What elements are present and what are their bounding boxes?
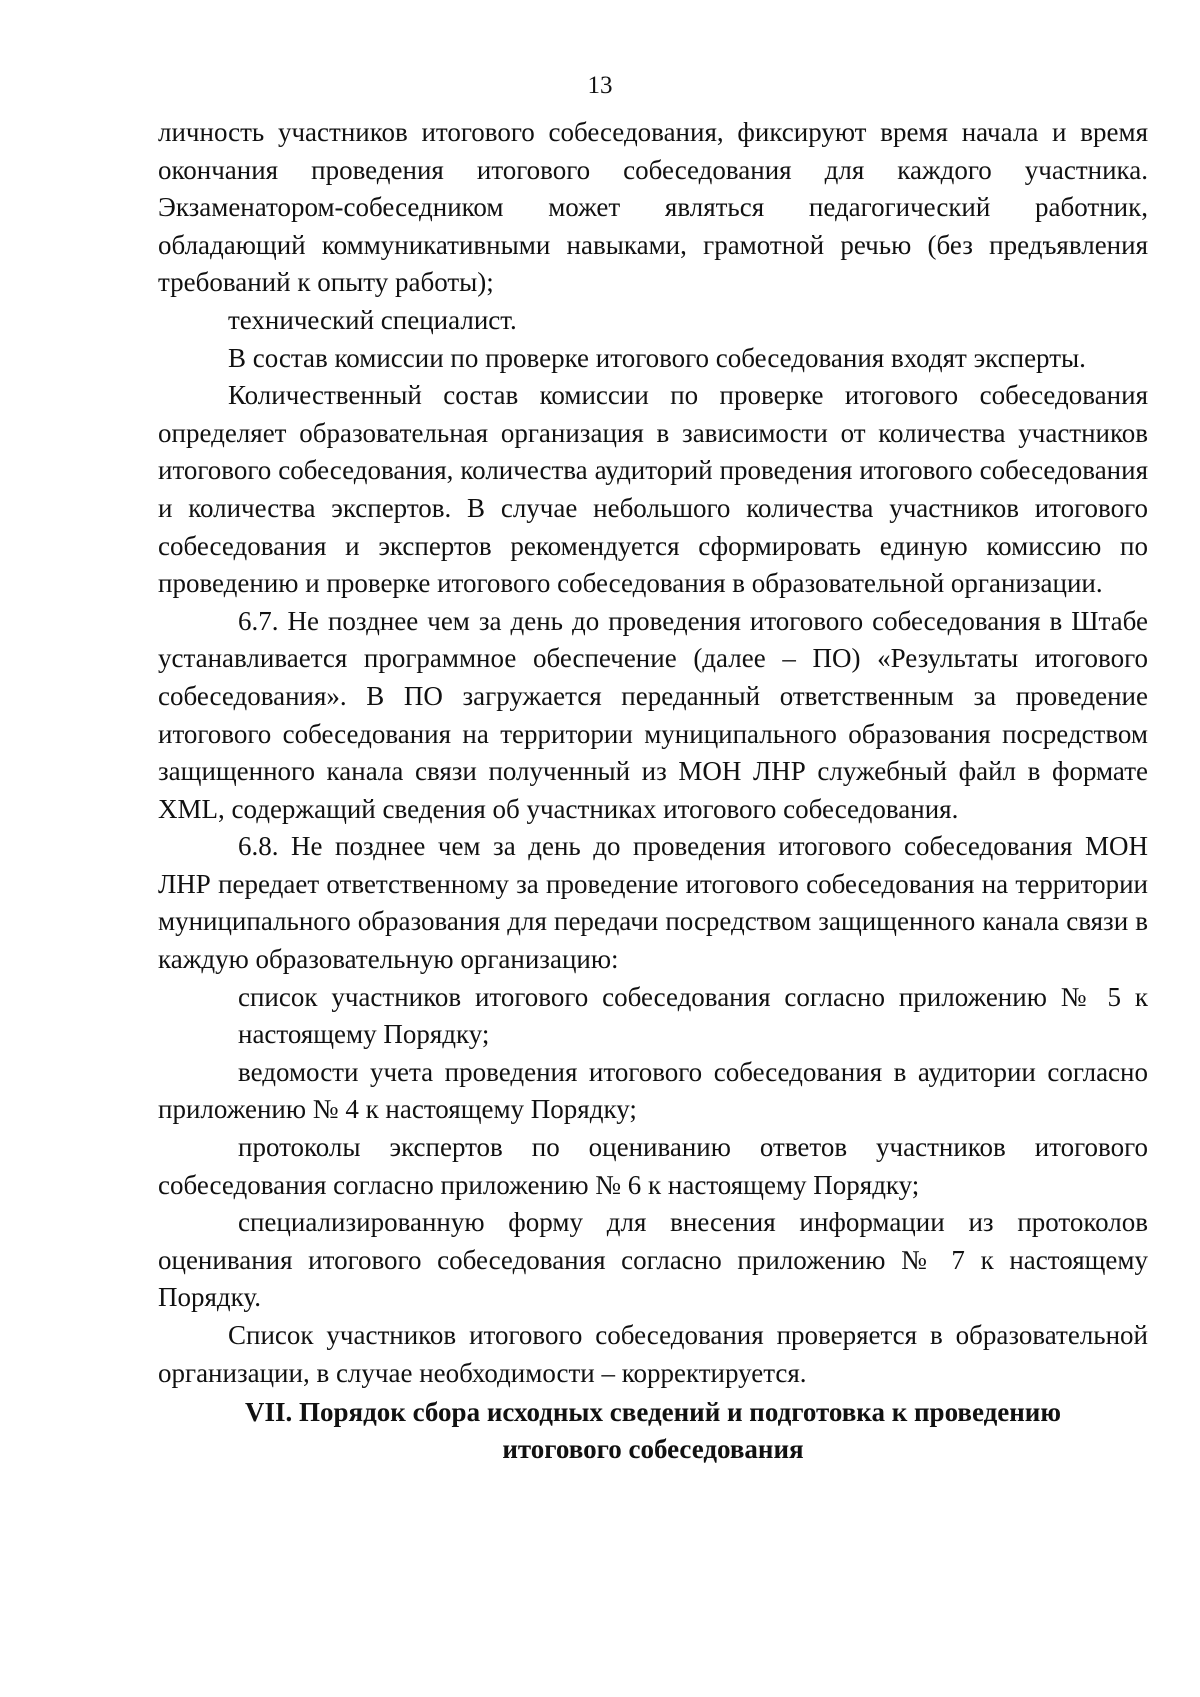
paragraph-list-check: Список участников итогового собеседования проверяется в образовательной организации, в случае необходимости – корректируется. [158, 1320, 1148, 1388]
section-heading [158, 1394, 1148, 1468]
page-number: 13 [587, 72, 613, 99]
paragraph-4: Количественный состав комиссии по проверке итогового собеседования определяет образовательная организация в зависимости от количества участников итогового собеседования, количества аудиторий проведения итогового собеседования и количества экспертов. В случае небольшого количества участников итогового собеседования и экспертов рекомендуется сформировать единую комиссию по проведению и проверке итогового собеседования в образовательной организации. [158, 380, 1148, 599]
paragraph-1: личность участников итогового собеседования, фиксируют время начала и время окончания проведения итогового собеседования для каждого участника. Экзаменатором-собеседником может являться педагогический работник, обладающий коммуникативными навыками, грамотной речью (без предъявления требований к опыту работы); [158, 117, 1148, 298]
paragraph-2: технический специалист. [228, 304, 517, 335]
list-item-protocols: протоколы экспертов по оцениванию ответов участников итогового собеседования согласно приложению № 6 к настоящему Порядку; [158, 1132, 1148, 1200]
document-body [158, 114, 1148, 1468]
list-item-form: специализированную форму для внесения информации из протоколов оценивания итогового собеседования согласно приложению № 7 к настоящему Порядку. [158, 1207, 1148, 1313]
list-item-participants: список участников итогового собеседования согласно приложению № 5 к настоящему Порядку; [238, 981, 1148, 1050]
paragraph-6-8: 6.8. Не позднее чем за день до проведения итогового собеседования МОН ЛНР передает ответственному за проведение итогового собеседования на территории муниципального образования для передачи посредством защищенного канала связи в каждую образовательную организацию: [158, 831, 1148, 975]
list-item-statements: ведомости учета проведения итогового собеседования в аудитории согласно приложению № 4 к настоящему Порядку; [158, 1056, 1148, 1125]
section-heading-line-1: VII. Порядок сбора исходных сведений и подготовка к проведению [245, 1397, 1061, 1428]
section-heading-line-2: итогового собеседования [502, 1434, 804, 1465]
paragraph-6-7: 6.7. Не позднее чем за день до проведения итогового собеседования в Штабе устанавливается программное обеспечение (далее – ПО) «Результаты итогового собеседования». В ПО загружается переданный ответственным за проведение итогового собеседования на территории муниципального образования посредством защищенного канала связи полученный из МОН ЛНР служебный файл в формате XML, содержащий сведения об участниках итогового собеседования. [158, 605, 1148, 824]
paragraph-3: В состав комиссии по проверке итогового собеседования входят эксперты. [228, 342, 1086, 373]
